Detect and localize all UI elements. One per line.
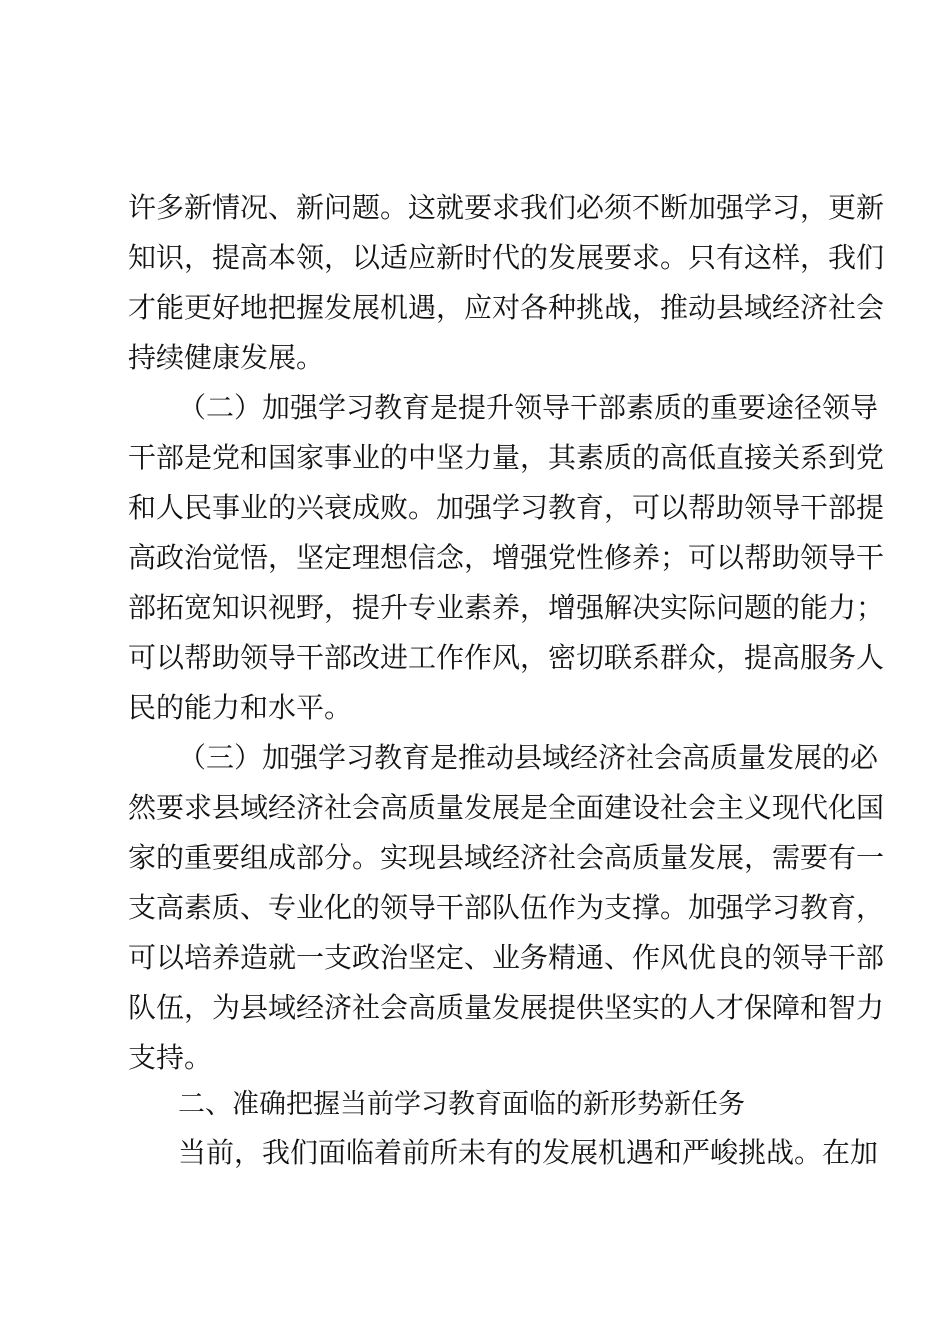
section-heading-2: （二）加强学习教育是提升领导干部素质的重要途径领导 [178, 391, 879, 424]
paragraph-line: 高政治觉悟，坚定理想信念，增强党性修养；可以帮助领导干 [128, 541, 885, 574]
paragraph-line: 干部是党和国家事业的中坚力量，其素质的高低直接关系到党 [128, 441, 885, 474]
paragraph-line: 持续健康发展。 [128, 341, 325, 374]
paragraph-line: 队伍，为县域经济社会高质量发展提供坚实的人才保障和智力 [128, 991, 885, 1024]
paragraph-line: 支高素质、专业化的领导干部队伍作为支撑。加强学习教育， [128, 891, 885, 924]
paragraph-line: 然要求县域经济社会高质量发展是全面建设社会主义现代化国 [128, 791, 885, 824]
paragraph-line: 当前，我们面临着前所未有的发展机遇和严峻挑战。在加 [178, 1136, 879, 1169]
paragraph-line: 和人民事业的兴衰成败。加强学习教育，可以帮助领导干部提 [128, 491, 885, 524]
paragraph-line: 民的能力和水平。 [128, 691, 353, 724]
paragraph-line: 家的重要组成部分。实现县域经济社会高质量发展，需要有一 [128, 841, 885, 874]
paragraph-line: 可以培养造就一支政治坚定、业务精通、作风优良的领导干部 [128, 941, 885, 974]
paragraph-line: 部拓宽知识视野，提升专业素养，增强解决实际问题的能力； [128, 591, 885, 624]
paragraph-line: 才能更好地把握发展机遇，应对各种挑战，推动县域经济社会 [128, 291, 885, 324]
paragraph-line: 可以帮助领导干部改进工作作风，密切联系群众，提高服务人 [128, 641, 885, 674]
section-heading-main: 二、准确把握当前学习教育面临的新形势新任务 [178, 1089, 745, 1120]
section-heading-3: （三）加强学习教育是推动县域经济社会高质量发展的必 [178, 741, 879, 774]
paragraph-line: 知识，提高本领，以适应新时代的发展要求。只有这样，我们 [128, 241, 885, 274]
paragraph-line: 支持。 [128, 1041, 213, 1074]
paragraph-line: 许多新情况、新问题。这就要求我们必须不断加强学习，更新 [128, 191, 885, 224]
